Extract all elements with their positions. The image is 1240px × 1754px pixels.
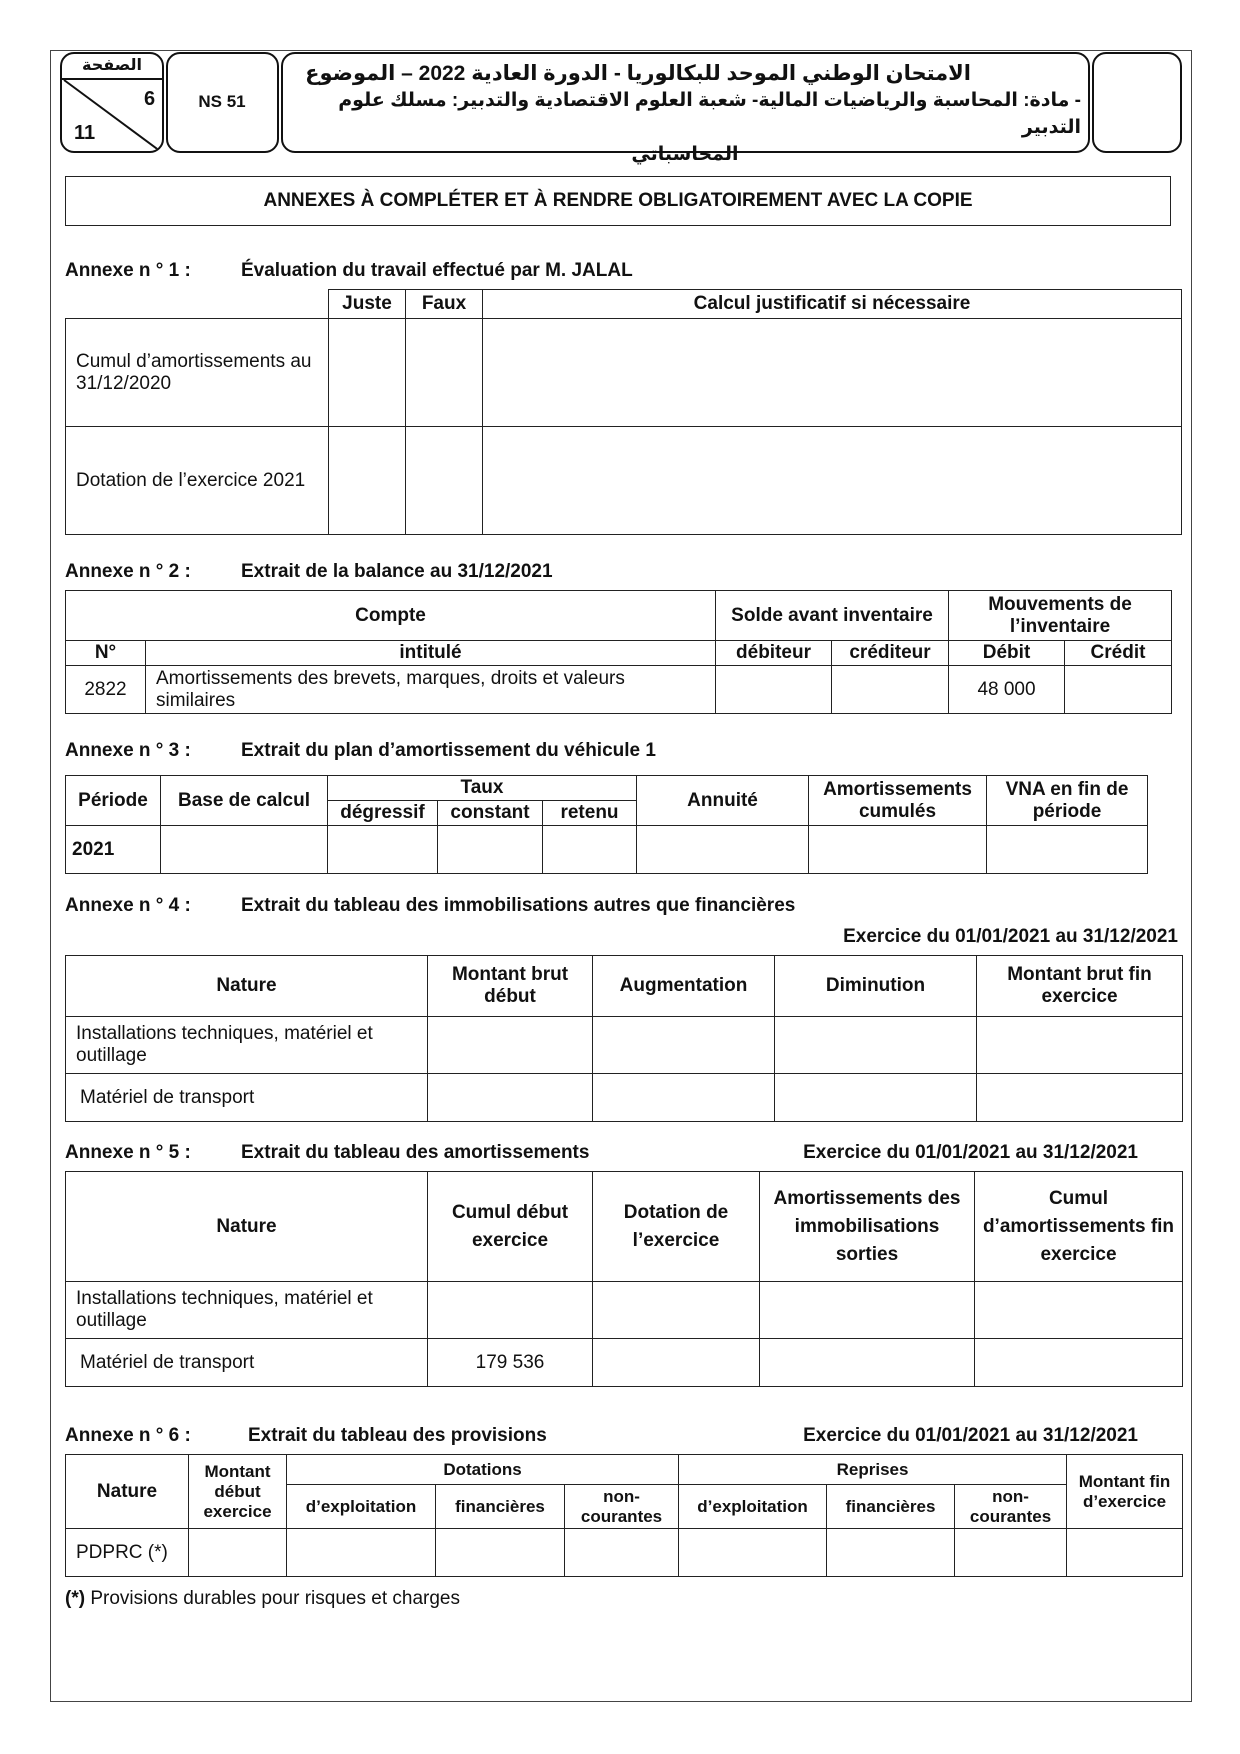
annex4-exercice: Exercice du 01/01/2021 au 31/12/2021 <box>843 926 1178 947</box>
annex5-label: Annexe n ° 5 : <box>65 1142 191 1163</box>
annex6-footnote <box>65 1588 460 1610</box>
title-line-3: المحاسباتي <box>631 144 739 165</box>
page-label: الصفحة <box>62 54 162 80</box>
footnote-text: Provisions durables pour risques et charges <box>90 1588 460 1609</box>
annex6-cell[interactable] <box>1067 1529 1183 1577</box>
annex4-cell[interactable] <box>977 1074 1183 1122</box>
annex6-cell[interactable] <box>436 1529 565 1577</box>
annex6-cell[interactable] <box>955 1529 1067 1577</box>
annex2-header-credit: Crédit <box>1065 641 1172 666</box>
annex6-cell[interactable] <box>679 1529 827 1577</box>
annex2-table <box>65 590 1172 714</box>
annex5-cell[interactable] <box>593 1339 760 1387</box>
annex6-table <box>65 1454 1183 1577</box>
annex3-row-periode: 2021 <box>66 826 161 874</box>
annex2-header-compte: Compte <box>66 591 716 641</box>
page-current: 6 <box>144 88 156 110</box>
annex6-header-nature: Nature <box>66 1455 189 1529</box>
annex3-cell[interactable] <box>328 826 438 874</box>
annex3-cell[interactable] <box>438 826 543 874</box>
annex4-row-transport: Matériel de transport <box>66 1074 428 1122</box>
table-row <box>66 427 1182 535</box>
annex6-header-rep-noncourantes: non-courantes <box>955 1485 1067 1529</box>
annex5-row-installations: Installations techniques, matériel et outillage <box>66 1282 428 1339</box>
annex6-header-fin: Montant fin d’exercice <box>1067 1455 1183 1529</box>
annex6-cell[interactable] <box>189 1529 287 1577</box>
annex5-cell[interactable] <box>975 1339 1183 1387</box>
annex5-title: Extrait du tableau des amortissements <box>241 1142 590 1163</box>
annex1-title: Évaluation du travail effectué par M. JALAL <box>241 260 633 281</box>
annex4-row-installations: Installations techniques, matériel et outillage <box>66 1017 428 1074</box>
annex4-cell[interactable] <box>428 1017 593 1074</box>
annex5-exercice: Exercice du 01/01/2021 au 31/12/2021 <box>803 1142 1138 1163</box>
annex6-header-dot-exploitation: d’exploitation <box>287 1485 436 1529</box>
annex6-exercice: Exercice du 01/01/2021 au 31/12/2021 <box>803 1425 1138 1446</box>
annex1-header-calcul: Calcul justificatif si nécessaire <box>483 290 1182 319</box>
annex4-title: Extrait du tableau des immobilisations autres que financières <box>241 895 796 916</box>
footnote-mark: (*) <box>65 1588 86 1609</box>
annex6-cell[interactable] <box>287 1529 436 1577</box>
annex5-header-dotation: Dotation de l’exercice <box>593 1172 760 1282</box>
banner <box>65 176 1171 226</box>
annex5-header-cumul-debut: Cumul début exercice <box>428 1172 593 1282</box>
code-box <box>166 52 279 153</box>
annex5-cell[interactable] <box>760 1339 975 1387</box>
annex3-header-degressif: dégressif <box>328 801 438 826</box>
annex5-transport-cumul: 179 536 <box>428 1339 593 1387</box>
title-line-2: - مادة: المحاسبة والرياضيات المالية- شعبة العلوم الاقتصادية والتدبير: مسلك علوم التدبير <box>338 90 1081 138</box>
annex1-cell[interactable] <box>329 319 406 427</box>
table-row <box>66 1074 1183 1122</box>
annex6-header-dotations: Dotations <box>287 1455 679 1485</box>
annex4-cell[interactable] <box>977 1017 1183 1074</box>
annex3-title: Extrait du plan d’amortissement du véhicule 1 <box>241 740 656 761</box>
annex2-row-num: 2822 <box>66 666 146 714</box>
annex4-table <box>65 955 1183 1122</box>
annex6-header-debut: Montant début exercice <box>189 1455 287 1529</box>
table-row <box>66 1017 1183 1074</box>
annex6-cell[interactable] <box>565 1529 679 1577</box>
annex2-header-solde: Solde avant inventaire <box>716 591 949 641</box>
annex1-cell[interactable] <box>483 427 1182 535</box>
annex5-cell[interactable] <box>760 1282 975 1339</box>
exam-code: NS 51 <box>198 92 246 111</box>
annex5-header-nature: Nature <box>66 1172 428 1282</box>
annex1-header-faux: Faux <box>406 290 483 319</box>
annex2-row-intitule: Amortissements des brevets, marques, droits et valeurs similaires <box>146 666 716 714</box>
annex6-title: Extrait du tableau des provisions <box>248 1425 547 1446</box>
page-total: 11 <box>74 122 96 144</box>
annex3-cell[interactable] <box>637 826 809 874</box>
table-row <box>66 666 1172 714</box>
annex4-cell[interactable] <box>428 1074 593 1122</box>
annex5-row-transport: Matériel de transport <box>66 1339 428 1387</box>
annex3-header-taux: Taux <box>328 776 637 801</box>
annex1-label: Annexe n ° 1 : <box>65 260 191 281</box>
annex3-cell[interactable] <box>161 826 328 874</box>
annex3-header-retenu: retenu <box>543 801 637 826</box>
banner-text: ANNEXES À COMPLÉTER ET À RENDRE OBLIGATOIREMENT AVEC LA COPIE <box>263 190 973 211</box>
annex2-row-debit: 48 000 <box>949 666 1065 714</box>
blank-box <box>1092 52 1182 153</box>
annex4-cell[interactable] <box>593 1017 775 1074</box>
annex3-header-constant: constant <box>438 801 543 826</box>
annex1-table <box>65 289 1182 535</box>
annex3-cell[interactable] <box>809 826 987 874</box>
table-row <box>66 1339 1183 1387</box>
annex2-cell[interactable] <box>1065 666 1172 714</box>
annex3-header-annuite: Annuité <box>637 776 809 826</box>
annex5-header-cumul-fin: Cumul d’amortissements fin exercice <box>975 1172 1183 1282</box>
table-row <box>66 1529 1183 1577</box>
annex4-header-nature: Nature <box>66 956 428 1017</box>
annex3-header-base: Base de calcul <box>161 776 328 826</box>
title-line-1: الامتحان الوطني الموحد للبكالوريا - الدورة العادية 2022 – الموضوع <box>305 62 971 85</box>
page-number-box <box>60 52 164 153</box>
annex2-header-intitule: intitulé <box>146 641 716 666</box>
annex2-label: Annexe n ° 2 : <box>65 561 191 582</box>
annex4-header-brut-fin: Montant brut fin exercice <box>977 956 1183 1017</box>
annex1-cell[interactable] <box>406 427 483 535</box>
annex3-cell[interactable] <box>543 826 637 874</box>
annex1-row-cumul: Cumul d’amortissements au 31/12/2020 <box>66 319 329 427</box>
annex2-cell[interactable] <box>716 666 832 714</box>
annex6-row-pdprc: PDPRC (*) <box>66 1529 189 1577</box>
annex2-header-mouvements: Mouvements de l’inventaire <box>949 591 1172 641</box>
annex4-cell[interactable] <box>775 1074 977 1122</box>
annex4-cell[interactable] <box>775 1017 977 1074</box>
annex1-header-juste: Juste <box>329 290 406 319</box>
annex2-header-num: N° <box>66 641 146 666</box>
annex2-header-debit: Débit <box>949 641 1065 666</box>
annex5-header-sorties: Amortissements des immobilisations sorties <box>760 1172 975 1282</box>
annex4-header-diminution: Diminution <box>775 956 977 1017</box>
annex2-title: Extrait de la balance au 31/12/2021 <box>241 561 553 582</box>
annex1-row-dotation: Dotation de l’exercice 2021 <box>66 427 329 535</box>
annex3-header-periode: Période <box>66 776 161 826</box>
annex5-cell[interactable] <box>428 1282 593 1339</box>
annex3-cell[interactable] <box>987 826 1148 874</box>
annex4-header-augmentation: Augmentation <box>593 956 775 1017</box>
annex6-header-dot-financieres: financières <box>436 1485 565 1529</box>
annex2-header-debiteur: débiteur <box>716 641 832 666</box>
annex5-cell[interactable] <box>975 1282 1183 1339</box>
annex2-cell[interactable] <box>832 666 949 714</box>
table-row <box>66 1282 1183 1339</box>
title-box <box>281 52 1090 165</box>
annex6-header-dot-noncourantes: non-courantes <box>565 1485 679 1529</box>
annex4-header-brut-debut: Montant brut début <box>428 956 593 1017</box>
annex4-label: Annexe n ° 4 : <box>65 895 191 916</box>
annex1-cell[interactable] <box>406 319 483 427</box>
annex3-label: Annexe n ° 3 : <box>65 740 191 761</box>
table-row <box>66 826 1148 874</box>
annex1-cell[interactable] <box>483 319 1182 427</box>
annex6-label: Annexe n ° 6 : <box>65 1425 191 1446</box>
table-row <box>66 319 1182 427</box>
annex6-header-rep-financieres: financières <box>827 1485 955 1529</box>
annex3-table <box>65 775 1148 874</box>
annex6-header-reprises: Reprises <box>679 1455 1067 1485</box>
annex3-header-vna: VNA en fin de période <box>987 776 1148 826</box>
annex2-header-crediteur: créditeur <box>832 641 949 666</box>
annex6-header-rep-exploitation: d’exploitation <box>679 1485 827 1529</box>
annex6-cell[interactable] <box>827 1529 955 1577</box>
annex5-cell[interactable] <box>593 1282 760 1339</box>
annex5-table <box>65 1171 1183 1387</box>
annex3-header-amort: Amortissements cumulés <box>809 776 987 826</box>
annex4-cell[interactable] <box>593 1074 775 1122</box>
exam-title <box>289 60 1081 168</box>
annex1-cell[interactable] <box>329 427 406 535</box>
